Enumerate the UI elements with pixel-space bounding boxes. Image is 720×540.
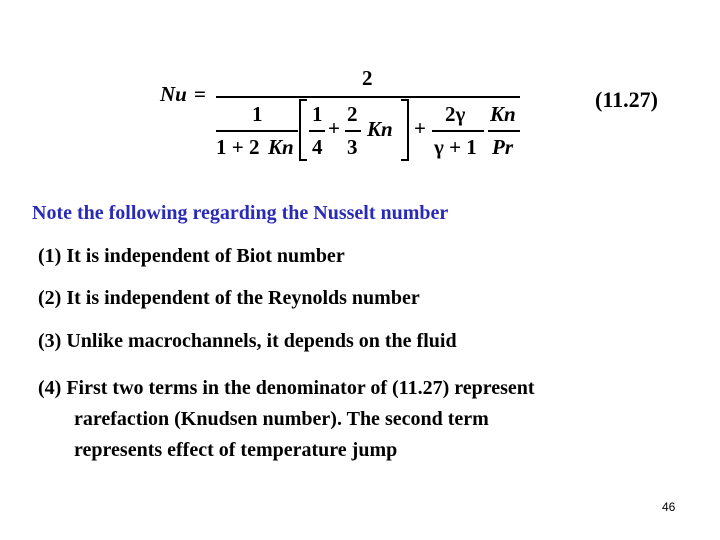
term1-den-var: Kn (268, 135, 294, 159)
list-item-4-line1: (4) First two terms in the denominator of (11.27) represent (38, 377, 535, 399)
bracket-frac2-bar (345, 130, 361, 132)
bracket-frac-den: 4 (312, 135, 323, 159)
left-bracket (299, 99, 307, 161)
bracket-frac2-num: 2 (347, 102, 358, 126)
term1-numerator: 1 (252, 102, 263, 126)
pr-denominator: Pr (492, 135, 513, 159)
bracket-plus: + (328, 116, 340, 140)
gamma-numerator: 2γ (445, 102, 466, 126)
list-item-4-line3: represents effect of temperature jump (74, 439, 398, 461)
right-bracket (401, 99, 409, 161)
list-item-1: (1) It is independent of Biot number (38, 245, 345, 267)
equation-number: (11.27) (595, 87, 658, 112)
page-number: 46 (662, 500, 676, 514)
bracket-frac2-den: 3 (347, 135, 358, 159)
note-heading: Note the following regarding the Nusselt number (32, 202, 449, 224)
list-item-4-line2: rarefaction (Knudsen number). The second term (74, 408, 489, 430)
equation (0, 0, 720, 170)
term1-bar (216, 130, 298, 132)
bracket-frac-num: 1 (312, 102, 323, 126)
bracket-frac-bar (309, 130, 325, 132)
equation-lhs: Nu (160, 82, 187, 106)
gamma-denominator: γ + 1 (434, 135, 477, 159)
list-item-3: (3) Unlike macrochannels, it depends on the fluid (38, 330, 457, 352)
term1-den-prefix: 1 + 2 (216, 135, 260, 159)
kn-pr-bar (488, 130, 520, 132)
list-item-2: (2) It is independent of the Reynolds number (38, 287, 420, 309)
equation-equals: = (194, 82, 206, 106)
bracket-var: Kn (367, 117, 393, 141)
main-fraction-bar (216, 96, 520, 98)
equation-numerator: 2 (362, 66, 373, 90)
kn-numerator: Kn (490, 102, 516, 126)
outer-plus: + (414, 116, 426, 140)
gamma-bar (432, 130, 484, 132)
